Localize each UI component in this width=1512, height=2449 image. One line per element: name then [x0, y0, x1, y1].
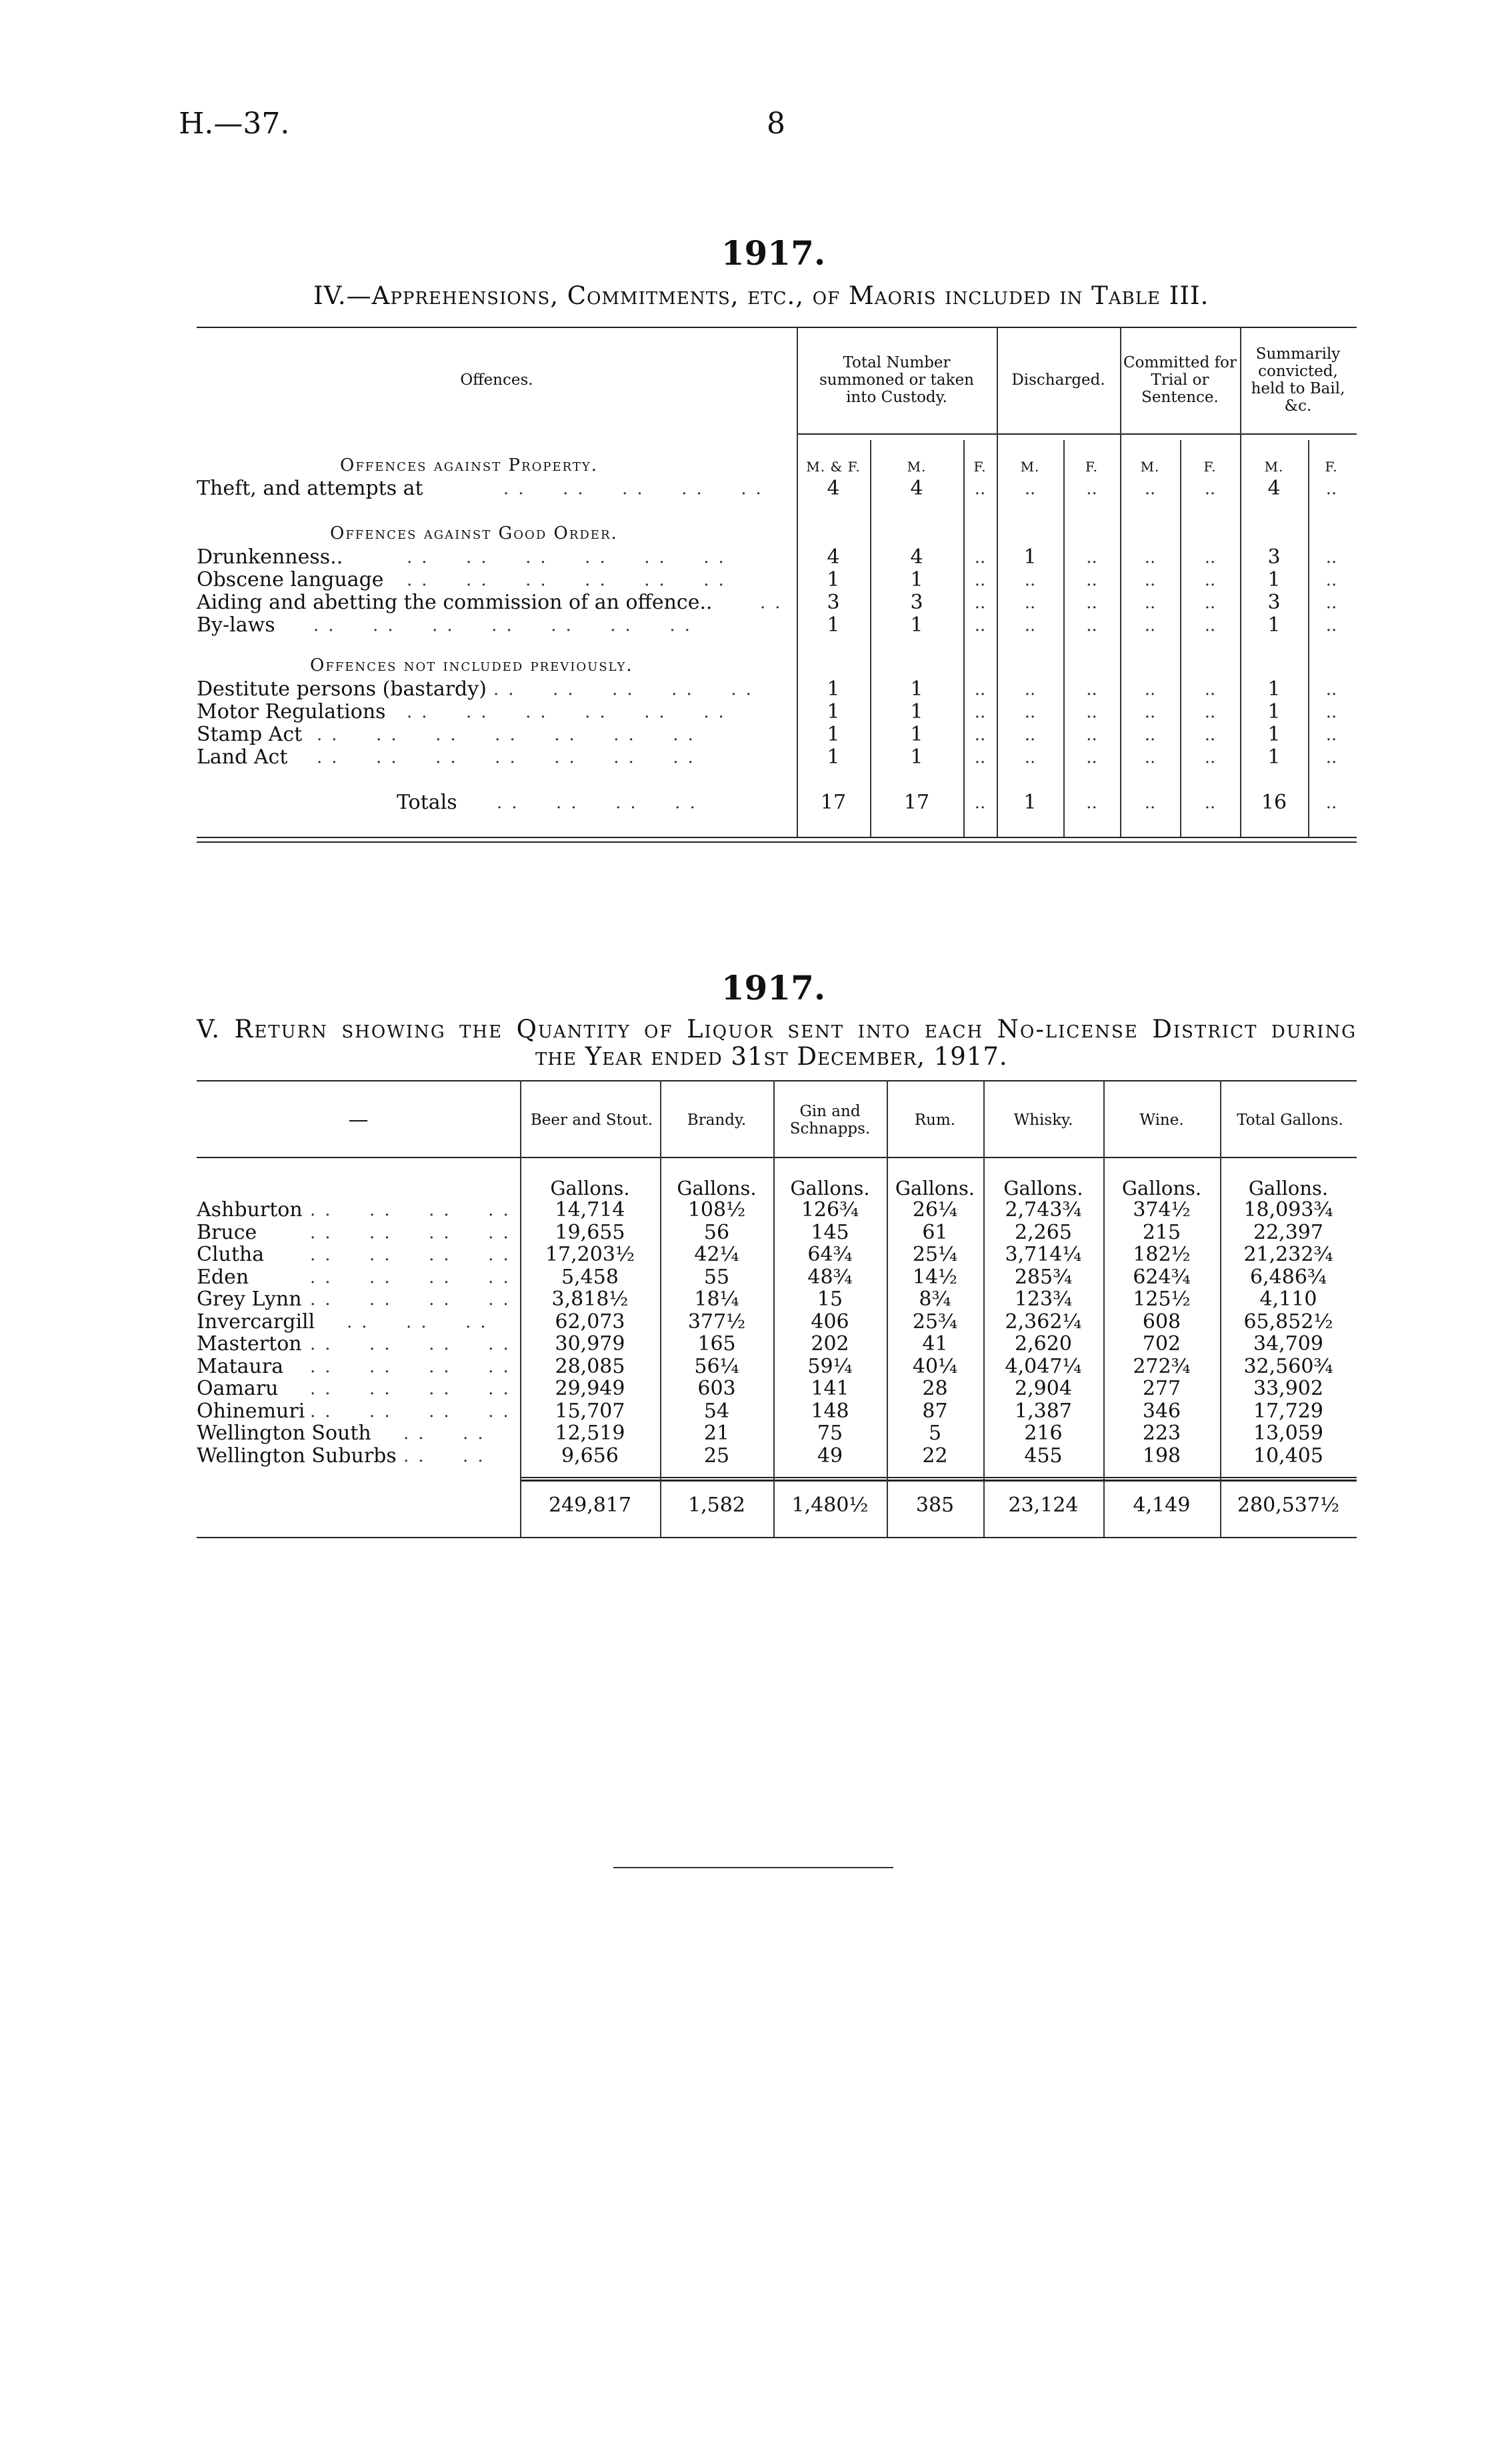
- value-cell: 4: [827, 477, 840, 500]
- value-cell: ..: [974, 593, 986, 613]
- value-cell: 198: [1142, 1444, 1181, 1468]
- value-cell: 12,519: [555, 1422, 625, 1445]
- subheader-m: M.: [907, 459, 927, 475]
- page-number: 8: [767, 107, 785, 141]
- value-cell: 56¼: [694, 1355, 739, 1378]
- table-iv-year: 1917.: [721, 233, 826, 273]
- value-cell: 40¼: [912, 1355, 958, 1378]
- value-cell: 406: [811, 1310, 849, 1334]
- total-cell: 4,149: [1133, 1494, 1191, 1517]
- value-cell: 108½: [687, 1198, 746, 1221]
- value-cell: 3,714¼: [1005, 1243, 1082, 1266]
- total-cell: 280,537½: [1237, 1494, 1340, 1517]
- value-cell: 1: [910, 677, 923, 701]
- value-cell: 3: [1267, 545, 1281, 569]
- table-v-caption-line2: the Year ended 31st December, 1917.: [535, 1042, 1008, 1071]
- col-header-total-gallons: Total Gallons.: [1237, 1111, 1343, 1129]
- value-cell: ..: [1024, 679, 1036, 699]
- value-cell: 56: [703, 1221, 730, 1244]
- table-iv-caption: IV.—Apprehensions, Commitments, etc., of Maoris included in Table III.: [313, 281, 1209, 310]
- value-cell: 9,656: [561, 1444, 619, 1468]
- page-reference: H.—37.: [179, 107, 290, 141]
- total-cell: ..: [1325, 793, 1337, 813]
- total-cell: 17: [820, 791, 847, 814]
- district-label: Eden: [197, 1266, 249, 1289]
- district-label: Ashburton: [197, 1198, 303, 1221]
- value-cell: ..: [974, 615, 986, 635]
- value-cell: ..: [1144, 725, 1156, 745]
- value-cell: 41: [922, 1332, 948, 1356]
- value-cell: ..: [974, 547, 986, 567]
- district-label: Grey Lynn: [197, 1288, 302, 1311]
- total-cell: 23,124: [1008, 1494, 1079, 1517]
- value-cell: 223: [1142, 1422, 1181, 1445]
- value-cell: 25¼: [912, 1243, 958, 1266]
- value-cell: ..: [1144, 479, 1156, 499]
- total-cell: ..: [1204, 793, 1216, 813]
- value-cell: ..: [974, 747, 986, 767]
- value-cell: 1: [827, 613, 840, 637]
- col-header-rum: Rum.: [914, 1111, 956, 1129]
- value-cell: 1: [1267, 745, 1281, 769]
- value-cell: 5: [928, 1422, 942, 1445]
- col-header-discharged: Discharged.: [1011, 371, 1105, 389]
- value-cell: 608: [1142, 1310, 1181, 1334]
- value-cell: 624¾: [1133, 1266, 1191, 1289]
- value-cell: 61: [922, 1221, 948, 1244]
- value-cell: 1: [827, 568, 840, 591]
- value-cell: 25¾: [912, 1310, 958, 1334]
- section-heading: Offences not included previously.: [310, 655, 633, 675]
- value-cell: 125½: [1133, 1288, 1191, 1311]
- col-header-summarily: Summarily convicted, held to Bail, &c.: [1251, 345, 1345, 415]
- subheader-m-and-f: M. & F.: [806, 459, 861, 475]
- unit-label: Gallons.: [677, 1177, 757, 1199]
- offence-label: By-laws: [197, 613, 275, 637]
- col-header-wine: Wine.: [1139, 1111, 1184, 1129]
- value-cell: 702: [1142, 1332, 1181, 1356]
- value-cell: ..: [1204, 702, 1216, 722]
- value-cell: 182½: [1133, 1243, 1191, 1266]
- value-cell: 1,387: [1015, 1400, 1072, 1423]
- value-cell: ..: [1086, 479, 1097, 499]
- total-cell: 16: [1261, 791, 1287, 814]
- value-cell: ..: [1024, 479, 1036, 499]
- value-cell: 34,709: [1253, 1332, 1323, 1356]
- value-cell: ..: [1086, 570, 1097, 590]
- unit-label: Gallons.: [550, 1177, 630, 1199]
- stub-header: —: [348, 1108, 369, 1131]
- value-cell: ..: [1086, 725, 1097, 745]
- value-cell: ..: [1325, 725, 1337, 745]
- value-cell: 48¾: [807, 1266, 853, 1289]
- value-cell: 32,560¾: [1243, 1355, 1333, 1378]
- total-cell: 1,582: [688, 1494, 745, 1517]
- value-cell: 17,203½: [545, 1243, 635, 1266]
- col-header-gin: Gin and Schnapps.: [789, 1103, 871, 1137]
- value-cell: 19,655: [555, 1221, 625, 1244]
- value-cell: ..: [1086, 615, 1097, 635]
- value-cell: ..: [1204, 679, 1216, 699]
- value-cell: 1: [910, 568, 923, 591]
- value-cell: 216: [1024, 1422, 1063, 1445]
- value-cell: ..: [1024, 615, 1036, 635]
- value-cell: 13,059: [1253, 1422, 1323, 1445]
- total-cell: 17: [903, 791, 930, 814]
- value-cell: 42¼: [694, 1243, 739, 1266]
- value-cell: 285¾: [1014, 1266, 1073, 1289]
- value-cell: 29,949: [555, 1377, 625, 1400]
- value-cell: 3: [827, 591, 840, 614]
- value-cell: 49: [817, 1444, 843, 1468]
- district-label: Mataura: [197, 1355, 284, 1378]
- value-cell: ..: [1325, 747, 1337, 767]
- value-cell: ..: [1144, 615, 1156, 635]
- value-cell: 1: [1023, 545, 1037, 569]
- total-cell: 249,817: [548, 1494, 632, 1517]
- value-cell: 377½: [687, 1310, 746, 1334]
- district-label: Wellington South: [197, 1422, 371, 1445]
- value-cell: 202: [811, 1332, 849, 1356]
- value-cell: ..: [1086, 747, 1097, 767]
- value-cell: 25: [703, 1444, 730, 1468]
- value-cell: ..: [974, 479, 986, 499]
- value-cell: 603: [697, 1377, 736, 1400]
- value-cell: ..: [1325, 593, 1337, 613]
- value-cell: ..: [1204, 747, 1216, 767]
- value-cell: 455: [1024, 1444, 1063, 1468]
- value-cell: 62,073: [555, 1310, 625, 1334]
- offence-label: Destitute persons (bastardy): [197, 677, 487, 701]
- total-cell: ..: [1086, 793, 1097, 813]
- value-cell: 4: [910, 477, 923, 500]
- value-cell: ..: [1086, 702, 1097, 722]
- value-cell: ..: [1204, 547, 1216, 567]
- value-cell: 3: [1267, 591, 1281, 614]
- value-cell: ..: [1204, 479, 1216, 499]
- unit-label: Gallons.: [1248, 1177, 1329, 1199]
- subheader-f: F.: [1085, 459, 1099, 475]
- value-cell: 1: [827, 700, 840, 723]
- value-cell: 22: [922, 1444, 948, 1468]
- value-cell: 3: [910, 591, 923, 614]
- value-cell: 2,362¼: [1005, 1310, 1082, 1334]
- value-cell: 17,729: [1253, 1400, 1323, 1423]
- table-v-year: 1917.: [721, 968, 826, 1007]
- value-cell: 6,486¾: [1250, 1266, 1327, 1289]
- value-cell: 54: [703, 1400, 730, 1423]
- value-cell: ..: [974, 679, 986, 699]
- district-label: Wellington Suburbs: [197, 1444, 397, 1468]
- value-cell: ..: [1024, 725, 1036, 745]
- value-cell: 1: [910, 745, 923, 769]
- value-cell: ..: [1325, 679, 1337, 699]
- value-cell: ..: [974, 702, 986, 722]
- offence-label: Aiding and abetting the commission of an offence..: [197, 591, 713, 614]
- subheader-m: M.: [1264, 459, 1284, 475]
- value-cell: ..: [1024, 702, 1036, 722]
- offence-label: Obscene language: [197, 568, 384, 591]
- value-cell: ..: [1144, 747, 1156, 767]
- value-cell: 10,405: [1253, 1444, 1323, 1468]
- value-cell: 64¾: [807, 1243, 853, 1266]
- value-cell: 8¾: [919, 1288, 951, 1311]
- value-cell: ..: [1144, 570, 1156, 590]
- subheader-f: F.: [973, 459, 987, 475]
- district-label: Masterton: [197, 1332, 302, 1356]
- value-cell: ..: [1325, 547, 1337, 567]
- value-cell: 1: [1267, 568, 1281, 591]
- offence-label: Theft, and attempts at: [197, 477, 423, 500]
- value-cell: 346: [1142, 1400, 1181, 1423]
- value-cell: ..: [1325, 615, 1337, 635]
- total-cell: ..: [1144, 793, 1156, 813]
- value-cell: 14½: [912, 1266, 958, 1289]
- value-cell: 148: [811, 1400, 849, 1423]
- subheader-m: M.: [1140, 459, 1160, 475]
- value-cell: 145: [811, 1221, 849, 1244]
- value-cell: ..: [1024, 593, 1036, 613]
- value-cell: 21: [703, 1422, 730, 1445]
- unit-label: Gallons.: [895, 1177, 975, 1199]
- value-cell: 2,743¾: [1005, 1198, 1082, 1221]
- value-cell: 18,093¾: [1243, 1198, 1333, 1221]
- value-cell: 1: [827, 677, 840, 701]
- value-cell: 1: [827, 745, 840, 769]
- value-cell: ..: [1144, 702, 1156, 722]
- value-cell: ..: [1086, 593, 1097, 613]
- col-header-total-number: Total Number summoned or taken into Custody.: [819, 354, 974, 406]
- district-label: Invercargill: [197, 1310, 315, 1334]
- offence-label: Land Act: [197, 745, 288, 769]
- subheader-m: M.: [1020, 459, 1040, 475]
- value-cell: 55: [703, 1266, 730, 1289]
- value-cell: 15: [817, 1288, 843, 1311]
- value-cell: 1: [910, 723, 923, 746]
- value-cell: 1: [910, 700, 923, 723]
- value-cell: 126¾: [801, 1198, 859, 1221]
- value-cell: ..: [1024, 747, 1036, 767]
- col-header-brandy: Brandy.: [687, 1111, 747, 1129]
- unit-label: Gallons.: [1121, 1177, 1202, 1199]
- value-cell: ..: [1204, 593, 1216, 613]
- section-heading: Offences against Good Order.: [330, 523, 618, 543]
- value-cell: 2,265: [1015, 1221, 1072, 1244]
- col-header-offences: Offences.: [460, 371, 533, 389]
- value-cell: 4: [910, 545, 923, 569]
- value-cell: ..: [974, 570, 986, 590]
- col-header-committed: Committed for Trial or Sentence.: [1123, 354, 1237, 406]
- subheader-f: F.: [1203, 459, 1217, 475]
- value-cell: ..: [1204, 615, 1216, 635]
- value-cell: ..: [1325, 570, 1337, 590]
- value-cell: 272¾: [1133, 1355, 1191, 1378]
- value-cell: 4,047¼: [1005, 1355, 1082, 1378]
- section-heading: Offences against Property.: [340, 455, 598, 475]
- value-cell: 65,852½: [1243, 1310, 1333, 1334]
- value-cell: 1: [1267, 677, 1281, 701]
- value-cell: 30,979: [555, 1332, 625, 1356]
- value-cell: 123¾: [1014, 1288, 1073, 1311]
- district-label: Bruce: [197, 1221, 257, 1244]
- offence-label: Stamp Act: [197, 723, 303, 746]
- value-cell: 277: [1142, 1377, 1181, 1400]
- value-cell: 4,110: [1259, 1288, 1317, 1311]
- district-label: Ohinemuri: [197, 1400, 305, 1423]
- value-cell: ..: [1144, 679, 1156, 699]
- value-cell: 28: [922, 1377, 948, 1400]
- unit-label: Gallons.: [790, 1177, 870, 1199]
- total-cell: 1: [1023, 791, 1037, 814]
- value-cell: 28,085: [555, 1355, 625, 1378]
- value-cell: 15,707: [555, 1400, 625, 1423]
- col-header-beer: Beer and Stout.: [530, 1111, 653, 1129]
- value-cell: 1: [910, 613, 923, 637]
- value-cell: 21,232¾: [1243, 1243, 1333, 1266]
- value-cell: 87: [922, 1400, 948, 1423]
- total-cell: ..: [974, 793, 986, 813]
- value-cell: ..: [1086, 679, 1097, 699]
- unit-label: Gallons.: [1003, 1177, 1083, 1199]
- value-cell: ..: [974, 725, 986, 745]
- value-cell: ..: [1204, 725, 1216, 745]
- offence-label: Motor Regulations: [197, 700, 386, 723]
- value-cell: 1: [1267, 700, 1281, 723]
- footer-divider: [613, 1867, 893, 1868]
- value-cell: 1: [1267, 613, 1281, 637]
- value-cell: 4: [827, 545, 840, 569]
- value-cell: 3,818½: [551, 1288, 629, 1311]
- value-cell: ..: [1024, 570, 1036, 590]
- total-cell: 385: [915, 1494, 955, 1517]
- value-cell: 22,397: [1253, 1221, 1323, 1244]
- value-cell: 59¼: [807, 1355, 853, 1378]
- value-cell: 2,904: [1015, 1377, 1072, 1400]
- table-v-caption-line1: V. Return showing the Quantity of Liquor sent into each No-license District during: [197, 1015, 1357, 1043]
- value-cell: 165: [697, 1332, 736, 1356]
- totals-label: Totals: [397, 791, 457, 814]
- value-cell: ..: [1204, 570, 1216, 590]
- district-label: Oamaru: [197, 1377, 279, 1400]
- value-cell: 141: [811, 1377, 849, 1400]
- col-header-whisky: Whisky.: [1013, 1111, 1073, 1129]
- value-cell: 14,714: [555, 1198, 625, 1221]
- total-cell: 1,480½: [791, 1494, 869, 1517]
- value-cell: 5,458: [561, 1266, 619, 1289]
- value-cell: 18¼: [694, 1288, 739, 1311]
- value-cell: 2,620: [1015, 1332, 1072, 1356]
- value-cell: 1: [1267, 723, 1281, 746]
- value-cell: ..: [1144, 593, 1156, 613]
- value-cell: 4: [1267, 477, 1281, 500]
- value-cell: 26¼: [912, 1198, 958, 1221]
- value-cell: ..: [1086, 547, 1097, 567]
- value-cell: 75: [817, 1422, 843, 1445]
- value-cell: ..: [1325, 479, 1337, 499]
- value-cell: 374½: [1133, 1198, 1191, 1221]
- value-cell: ..: [1144, 547, 1156, 567]
- value-cell: ..: [1325, 702, 1337, 722]
- value-cell: 1: [827, 723, 840, 746]
- value-cell: 215: [1142, 1221, 1181, 1244]
- offence-label: Drunkenness..: [197, 545, 343, 569]
- district-label: Clutha: [197, 1243, 265, 1266]
- value-cell: 33,902: [1253, 1377, 1323, 1400]
- subheader-f: F.: [1325, 459, 1338, 475]
